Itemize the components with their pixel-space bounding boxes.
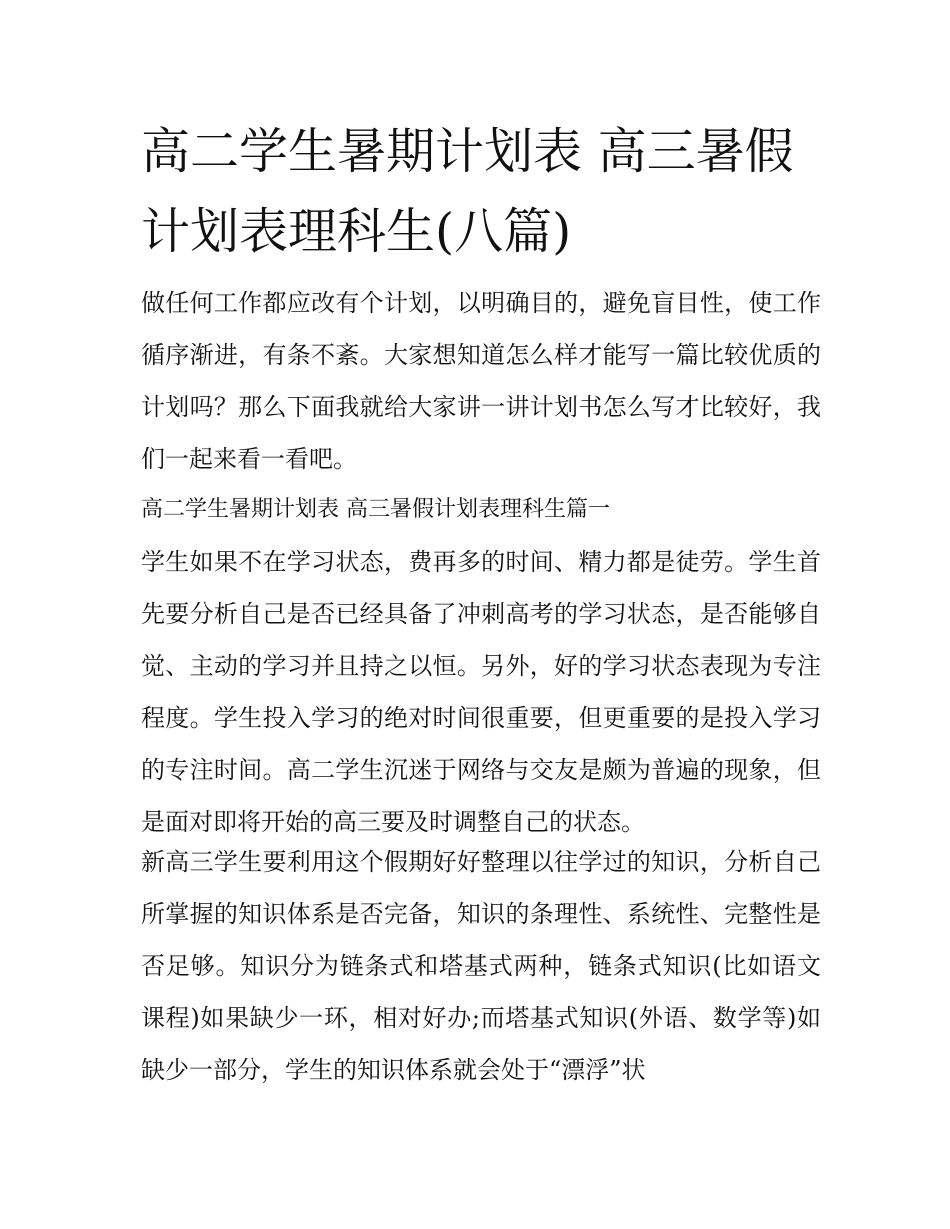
section-heading: 高二学生暑期计划表 高三暑假计划表理科生篇一 bbox=[141, 497, 610, 522]
document-title: 高二学生暑期计划表 高三暑假计划表理科生(八篇) bbox=[141, 123, 794, 260]
intro-paragraph: 做任何工作都应改有个计划，以明确目的，避免盲目性，使工作循序渐进，有条不紊。大家想知道怎么样才能写一篇比较优质的计划吗？那么下面我就给大家讲一讲计划书怎么写才比较好，我们一起来看一看吧。 bbox=[141, 289, 821, 473]
body-paragraph: 学生如果不在学习状态，费再多的时间、精力都是徒劳。学生首先要分析自己是否已经具备了冲刺高考的学习状态，是否能够自觉、主动的学习并且持之以恒。另外，好的学习状态表现为专注程度。学生投入学习的绝对时间很重要，但更重要的是投入学习的专注时间。高二学生沉迷于网络与交友是颇为普遍的现象，但是面对即将开始的高三要及时调整自己的状态。 bbox=[141, 548, 821, 836]
body-paragraph: 新高三学生要利用这个假期好好整理以往学过的知识，分析自己所掌握的知识体系是否完备，知识的条理性、系统性、完整性是否足够。知识分为链条式和塔基式两种，链条式知识(比如语文课程)如果缺少一环，相对好办;而塔基式知识(外语、数学等)如缺少一部分，学生的知识体系就会处于“漂浮”状 bbox=[141, 848, 821, 1084]
